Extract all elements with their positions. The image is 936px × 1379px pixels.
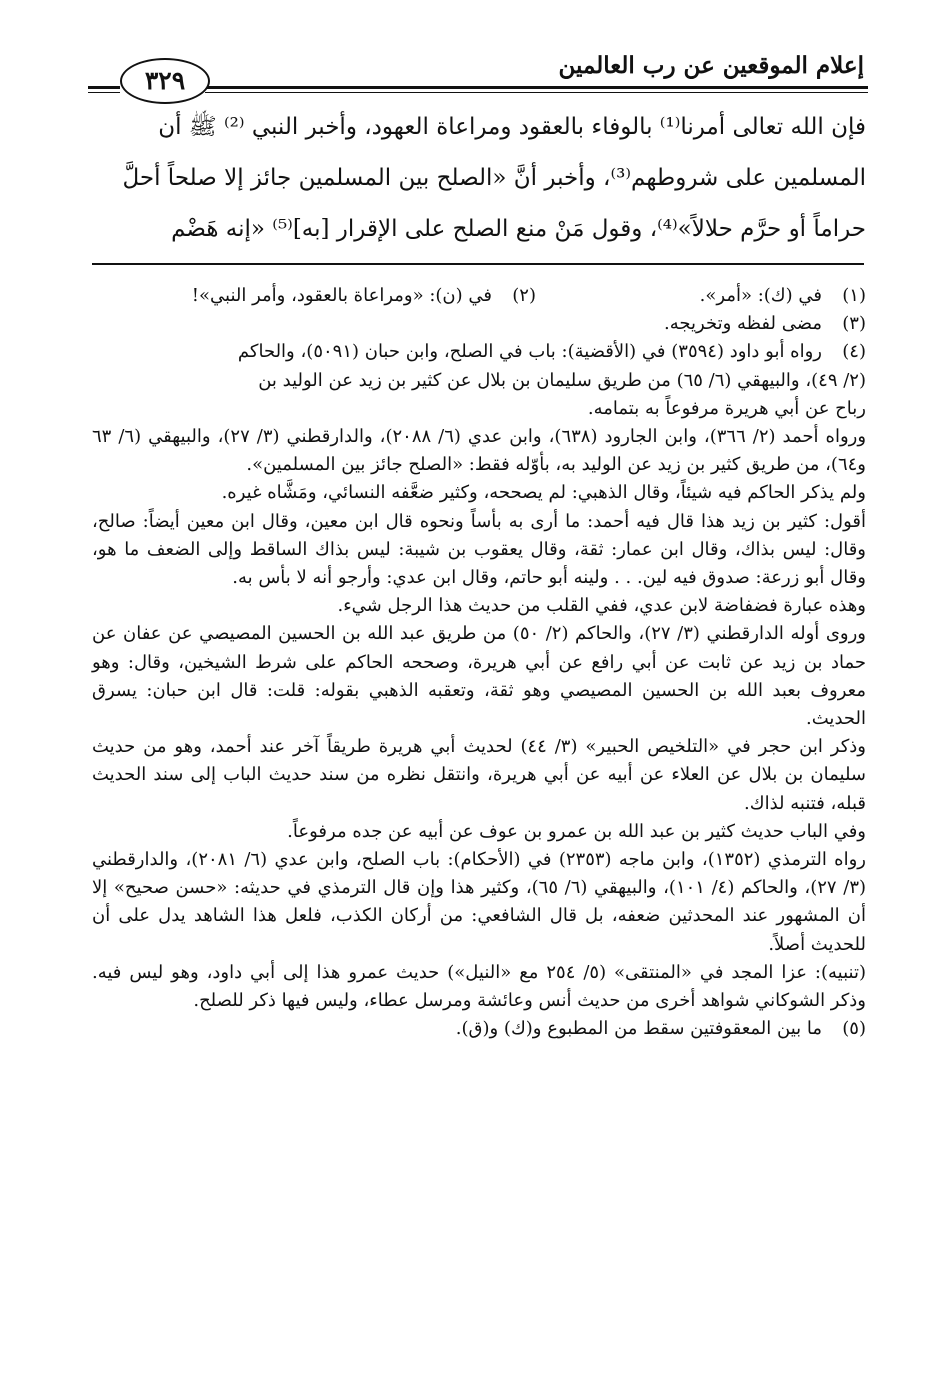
footnote-row-1-2 (92, 282, 866, 310)
footnote-number: (٣) (842, 313, 866, 335)
footnotes (92, 282, 866, 1043)
footnote-number: (١) (842, 285, 866, 306)
footnote-paragraph: ولم يذكر الحاكم فيه شيئاً، وقال الذهبي: لم يصححه، وكثير ضعَّفه النسائي، ومَشَّاه غيره. (221, 482, 866, 504)
page-number: ٣٢٩ (120, 58, 210, 104)
footnote-paragraph: وفي الباب حديث كثير بن عبد الله بن عمرو بن عوف عن أبيه عن جده مرفوعاً. (287, 820, 866, 842)
footnote-number: (٤) (842, 341, 866, 363)
footnote-paragraph: ورواه أحمد (٢/ ٣٦٦)، وابن الجارود (٦٣٨)، وابن عدي (٦/ ٢٠٨٨)، والدارقطني (٣/ ٢٧)، والبيهقي (٦/ ٦٣ و٦٤)، من طريق كثير بن زيد عن الوليد به، بأوّله فقط: «الصلح جائز بين المسلمين». (92, 426, 867, 476)
main-line: فإن الله تعالى أمرنا⁽¹⁾ بالوفاء بالعقود ومراعاة العهود، وأخبر النبي ⁽²⁾ ﷺ أن (158, 114, 866, 140)
running-header-title: إعلام الموقعين عن رب العالمين (558, 52, 864, 79)
header-rule (205, 86, 868, 89)
footnote-number: (٢) (512, 285, 536, 306)
footnote-paragraph: (تنبيه): عزا المجد في «المنتقى» (٥/ ٢٥٤ مع «النيل») حديث عمرو هذا إلى أبي داود، وهو ليس فيه. وذكر الشوكاني شواهد أخرى من حديث أنس وعائشة ومرسل عطاء، وليس فيها ذكر للصلح. (92, 961, 866, 1012)
footnote-paragraph: أقول: كثير بن زيد هذا قال فيه أحمد: ما أرى به بأساً ونحوه قال ابن معين، وقال ابن معين أيضاً: صالح، وقال: ليس بذاك، وقال ابن عمار: ثقة، وقال يعقوب بن شيبة: ليس بذاك الساقط وإلى الضعف ما هو، وقال أبو زرعة: صدوق فيه لين. . . ولينه أبو حاتم، وقال ابن عدي: وأرجو أنه لا بأس به. (92, 510, 866, 589)
footnote-paragraph: وذكر ابن حجر في «التلخيص الحبير» (٣/ ٤٤) لحديث أبي هريرة طريقاً آخر عند أحمد، وهو من حديث سليمان بن بلال عن العلاء عن أبيه عن أبي هريرة، وانتقل نظره من سند حديث الباب إلى سند الحديث قبله، فتنبه لذاك. (92, 736, 866, 814)
main-text (92, 102, 866, 255)
header-rule-thin (205, 92, 868, 93)
footnote-paragraph: وهذه عبارة فضفاضة لابن عدي، ففي القلب من حديث هذا الرجل شيء. (337, 595, 866, 617)
footnote-paragraph: وروى أوله الدارقطني (٣/ ٢٧)، والحاكم (٢/ ٥٠) من طريق عبد الله بن الحسين المصيصي عن عفان عن حماد بن زيد عن ثابت عن أبي رافع عن أبي هريرة، وصححه الحاكم على شرط الشيخين، وقال: وهو معروف بعبد الله بن الحسين المصيصي وهو ثقة، وتعقبه الذهبي بقوله: قلت: قال ابن حبان: يسرق الحديث. (92, 623, 866, 730)
main-line: المسلمين على شروطهم⁽³⁾، وأخبر أنَّ «الصلح بين المسلمين جائز إلا صلحاً أحلَّ (122, 165, 866, 191)
footnote-2: في (ن): «ومراعاة بالعقود، وأمر النبي»! (191, 285, 492, 306)
main-line: حراماً أو حرَّم حلالاً»⁽⁴⁾، وقول مَنْ منع الصلح على الإقرار [به]⁽⁵⁾ «إنه هَضْم (171, 216, 866, 242)
footnote-4-line: رواه أبو داود (٣٥٩٤) في (الأقضية): باب في الصلح، وابن حبان (٥٠٩١)، والحاكم (237, 341, 822, 363)
header-rule-left-thin (88, 92, 120, 93)
footnote-1: في (ك): «أمر». (699, 285, 822, 306)
footnote-5: ما بين المعقوفتين سقط من المطبوع و(ك) و(ق). (455, 1018, 822, 1040)
header-rule-left (88, 86, 120, 89)
footnote-number: (٥) (842, 1018, 866, 1040)
footnote-paragraph: رواه الترمذي (١٣٥٢)، وابن ماجه (٢٣٥٣) في (الأحكام): باب الصلح، وابن عدي (٦/ ٢٠٨١)، والدارقطني (٣/ ٢٧)، والحاكم (٤/ ١٠١)، والبيهقي (٦/ ٦٥)، وكثير هذا وإن قال الترمذي في حديثه: «حسن صحيح» إلا أن المشهور عند المحدثين ضعفه، بل قال الشافعي: من أركان الكذب، فلعل هذا الشاهد يدل على أن للحديث أصلاً. (92, 849, 867, 955)
footnote-4-line: رباح عن أبي هريرة مرفوعاً به بتمامه. (587, 397, 866, 419)
footnote-4-line: (٢/ ٤٩)، والبيهقي (٦/ ٦٥) من طريق سليمان بن بلال عن كثير بن زيد عن الوليد بن (258, 369, 866, 391)
footnote-3: مضى لفظه وتخريجه. (664, 313, 822, 335)
footnote-separator (92, 263, 864, 265)
